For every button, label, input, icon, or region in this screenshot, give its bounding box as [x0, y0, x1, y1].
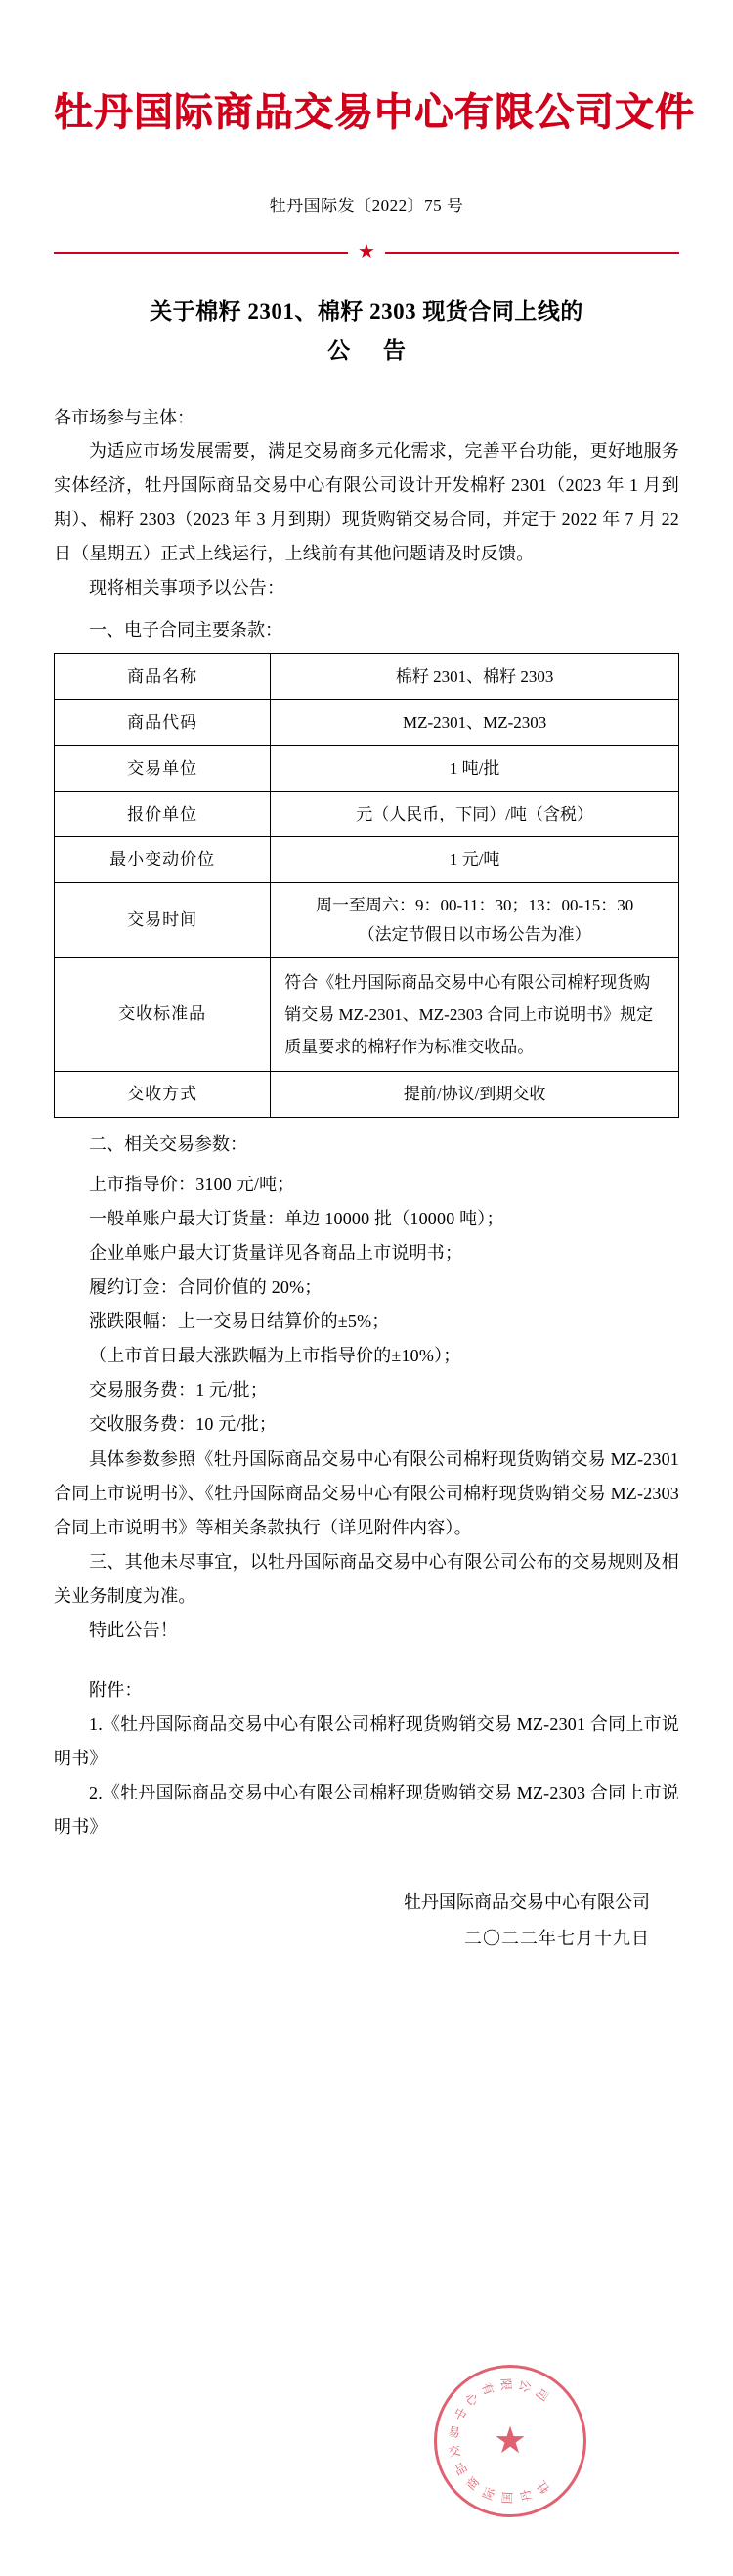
signature-organization: 牡丹国际商品交易中心有限公司 [404, 1891, 650, 1912]
section-three-paragraph: 三、其他未尽事宜，以牡丹国际商品交易中心有限公司公布的交易规则及相关业务制度为准。 [54, 1551, 679, 1606]
parameter-item: 交易服务费：1 元/批； [89, 1380, 268, 1400]
signature-block [54, 1885, 679, 1959]
row-label: 交收标准品 [55, 957, 271, 1071]
parameter-item: （上市首日最大涨跌幅为上市指导价的±10%）； [89, 1346, 461, 1366]
seal-star-icon: ★ [493, 2421, 528, 2462]
closing-statement: 特此公告！ [89, 1620, 178, 1640]
section-one-heading: 一、电子合同主要条款： [89, 620, 282, 641]
red-divider [54, 242, 679, 263]
page-title-line1: 关于棉籽 2301、棉籽 2303 现货合同上线的 [150, 299, 583, 324]
official-seal-icon [434, 2365, 586, 2517]
table-row [55, 1071, 679, 1117]
row-value-main: 周一至周六：9：00-11：30；13：00-15：30 [316, 896, 634, 914]
table-row [55, 837, 679, 883]
parameters-list [54, 1168, 679, 1443]
attachment-item: 1.《牡丹国际商品交易中心有限公司棉籽现货购销交易 MZ-2301 合同上市说明书》 [54, 1714, 679, 1769]
parameters-note: 具体参数参照《牡丹国际商品交易中心有限公司棉籽现货购销交易 MZ-2301 合同上市说明书》、《牡丹国际商品交易中心有限公司棉籽现货购销交易 MZ-2303 合同上市说明书》等相关条款执行（详见附件内容）。 [54, 1448, 679, 1537]
star-icon: ★ [348, 242, 385, 263]
table-row [55, 745, 679, 791]
salutation: 各市场参与主体： [54, 407, 194, 427]
row-label: 交收方式 [55, 1071, 271, 1117]
attachments-heading: 附件： [89, 1680, 143, 1701]
table-row [55, 791, 679, 837]
masthead [54, 88, 695, 137]
row-value: 1 元/吨 [271, 837, 679, 883]
table-row [55, 957, 679, 1071]
row-value: 元（人民币，下同）/吨（含税） [271, 791, 679, 837]
company-document-title: 牡丹国际商品交易中心有限公司文件 [54, 90, 695, 134]
row-value-sub: （法定节假日以市场公告为准） [358, 924, 591, 944]
signature-date: 二〇二二年七月十九日 [464, 1929, 650, 1949]
intro-paragraph-1: 为适应市场发展需要，满足交易商多元化需求，完善平台功能，更好地服务实体经济，牡丹国际商品交易中心有限公司设计开发棉籽 2301（2023 年 1 月到期）、棉籽 2303（2023 年 3 月到期）现货购销交易合同，并定于 2022 年 7 月 22 日（星期五）正式上线运行，上线前有其他问题请及时反馈。 [54, 440, 679, 563]
row-label: 交易单位 [55, 745, 271, 791]
row-value: 棉籽 2301、棉籽 2303 [271, 654, 679, 700]
row-value: 提前/协议/到期交收 [271, 1071, 679, 1117]
row-label: 商品代码 [55, 700, 271, 746]
intro-paragraph-2: 现将相关事项予以公告： [89, 578, 285, 599]
seal-text: 牡 丹 国 际 商 品 交 易 中 心 有 限 公 司 [447, 2377, 553, 2505]
table-row [55, 654, 679, 700]
attachment-item: 2.《牡丹国际商品交易中心有限公司棉籽现货购销交易 MZ-2303 合同上市说明书》 [54, 1783, 679, 1838]
parameter-item: 企业单账户最大订货量详见各商品上市说明书； [89, 1242, 463, 1263]
section-two-heading: 二、相关交易参数： [89, 1133, 247, 1154]
row-label: 报价单位 [55, 791, 271, 837]
parameter-item: 涨跌限幅：上一交易日结算价的±5%； [89, 1311, 390, 1332]
document-number: 牡丹国际发〔2022〕75 号 [269, 197, 464, 215]
parameter-item: 一般单账户最大订货量：单边 10000 批（10000 吨）； [89, 1208, 504, 1228]
row-value: MZ-2301、MZ-2303 [271, 700, 679, 746]
row-label: 商品名称 [55, 654, 271, 700]
page-title-line2: 公 告 [327, 338, 419, 364]
row-label: 交易时间 [55, 883, 271, 958]
parameter-item: 上市指导价：3100 元/吨； [89, 1174, 295, 1194]
table-row [55, 883, 679, 958]
intro-paragraphs [54, 434, 679, 605]
page-title [54, 292, 679, 372]
parameter-item: 履约订金：合同价值的 20%； [89, 1277, 323, 1298]
parameter-item: 交收服务费：10 元/批； [89, 1414, 278, 1435]
row-value: 符合《牡丹国际商品交易中心有限公司棉籽现货购销交易 MZ-2301、MZ-2303 合同上市说明书》规定质量要求的棉籽作为标准交收品。 [271, 957, 679, 1071]
table-row [55, 700, 679, 746]
row-value [271, 883, 679, 958]
row-value: 1 吨/批 [271, 745, 679, 791]
contract-terms-table [54, 653, 679, 1117]
row-label: 最小变动价位 [55, 837, 271, 883]
spacer [54, 1648, 679, 1673]
